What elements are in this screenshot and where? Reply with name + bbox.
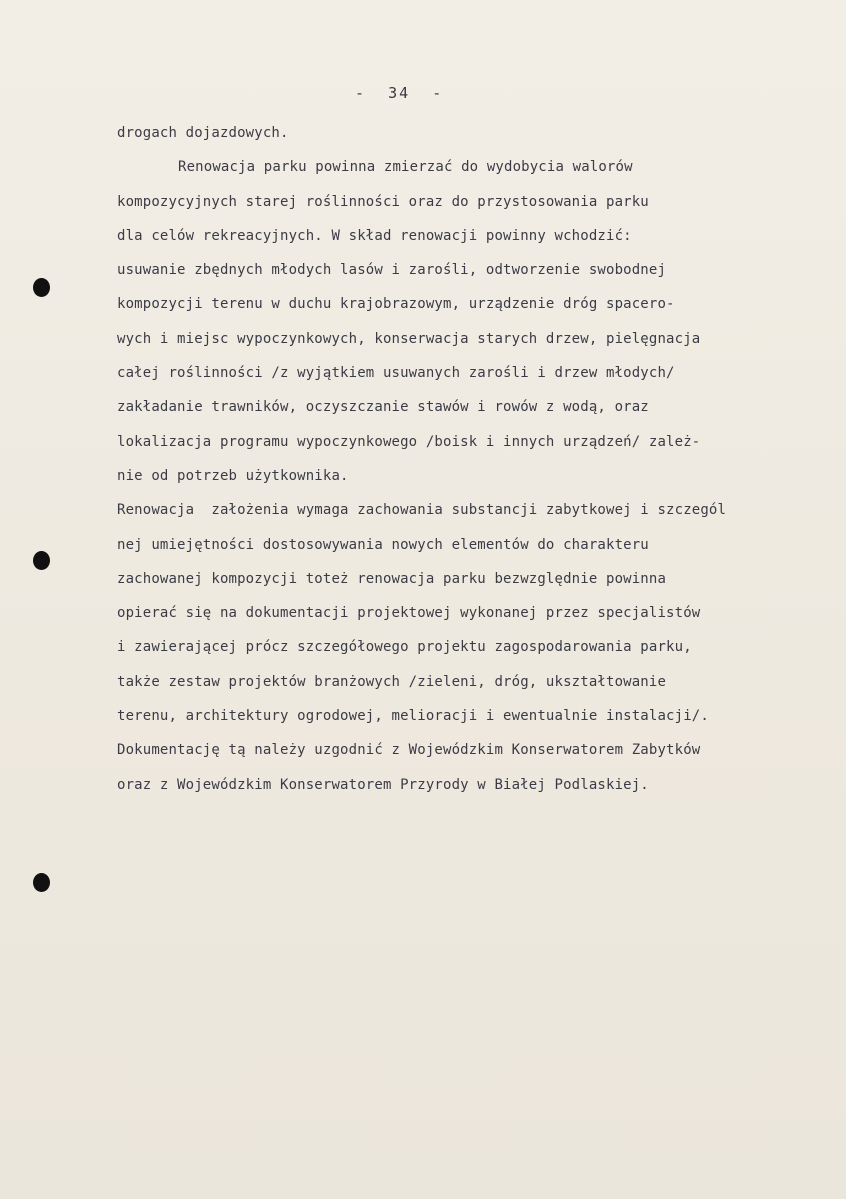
text-line: kompozycyjnych starej roślinności oraz do przystosowania parku <box>117 193 649 210</box>
text-line: zakładanie trawników, oczyszczanie stawów i rowów z wodą, oraz <box>117 399 649 416</box>
body-text <box>117 116 846 802</box>
punch-hole <box>33 278 50 297</box>
text-line: Dokumentację tą należy uzgodnić z Wojewódzkim Konserwatorem Zabytków <box>117 742 701 759</box>
text-line: także zestaw projektów branżowych /zieleni, dróg, ukształtowanie <box>117 673 667 690</box>
text-line: nie od potrzeb użytkownika. <box>117 467 349 484</box>
text-line: i zawierającej prócz szczegółowego projektu zagospodarowania parku, <box>117 639 692 656</box>
text-line: terenu, architektury ogrodowej, melioracji i ewentualnie instalacji/. <box>117 708 709 725</box>
text-line: nej umiejętności dostosowywania nowych elementów do charakteru <box>117 536 649 553</box>
text-line: całej roślinności /z wyjątkiem usuwanych zarośli i drzew młodych/ <box>117 365 675 382</box>
text-line: lokalizacja programu wypoczynkowego /boisk i innych urządzeń/ zależ- <box>117 433 701 450</box>
page-number: - 34 - <box>355 84 444 102</box>
text-line: usuwanie zbędnych młodych lasów i zarośli, odtworzenie swobodnej <box>117 262 667 279</box>
text-line: zachowanej kompozycji toteż renowacja parku bezwzględnie powinna <box>117 570 667 587</box>
text-line: wych i miejsc wypoczynkowych, konserwacja starych drzew, pielęgnacja <box>117 330 701 347</box>
text-line: oraz z Wojewódzkim Konserwatorem Przyrody w Białej Podlaskiej. <box>117 776 649 793</box>
text-line: drogach dojazdowych. <box>117 125 289 141</box>
text-line: kompozycji terenu w duchu krajobrazowym, urządzenie dróg spacero- <box>117 296 675 313</box>
text-line: dla celów rekreacyjnych. W skład renowacji powinny wchodzić: <box>117 227 632 244</box>
text-line: Renowacja parku powinna zmierzać do wydobycia walorów <box>178 159 633 176</box>
text-line: opierać się na dokumentacji projektowej wykonanej przez specjalistów <box>117 605 701 622</box>
punch-hole <box>33 873 50 892</box>
text-line: Renowacja założenia wymaga zachowania substancji zabytkowej i szczegól <box>117 502 727 519</box>
punch-hole <box>33 551 50 570</box>
